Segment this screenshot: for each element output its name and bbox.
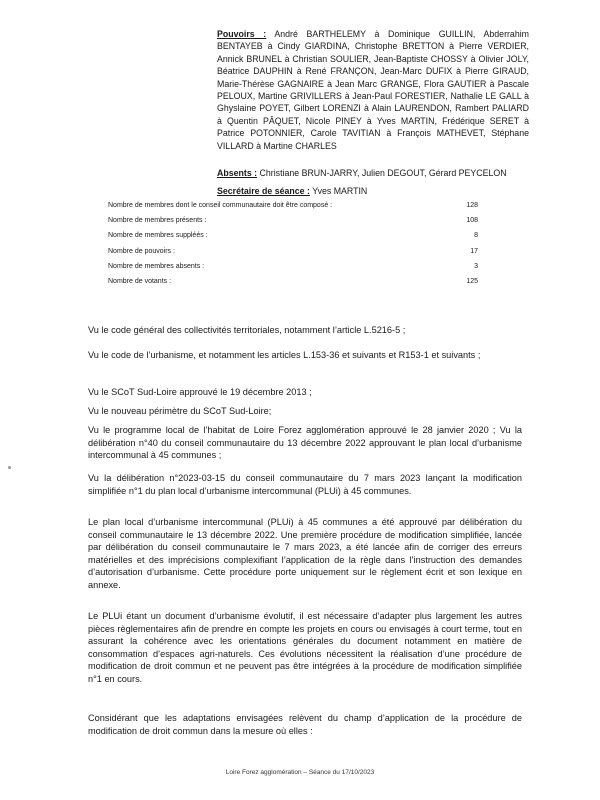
stat-value: 3 — [474, 263, 478, 270]
stat-row-votants — [108, 276, 488, 288]
margin-mark — [8, 466, 11, 469]
absents-label: Absents : — [217, 168, 258, 178]
paragraph-vu-plh: Vu le programme local de l’habitat de Loire Forez agglomération approuvé le 28 janvier 2020 ; Vu la délibération n°40 du conseil communautaire du 13 décembre 2022 approuvant le plan local d’urbanisme intercommunal à 45 communes ; — [88, 425, 522, 461]
paragraph-vu-code-urbanisme: Vu le code de l’urbanisme, et notamment les articles L.153-36 et suivants et R153-1 et suivants ; — [88, 350, 481, 360]
stat-value: 125 — [466, 278, 478, 285]
paragraph-vu-deliberation: Vu la délibération n°2023-03-15 du conseil communautaire du 7 mars 2023 lançant la modification simplifiée n°1 du plan local d’urbanisme intercommunal (PLUi) à 45 communes. — [88, 473, 522, 496]
stat-label: Nombre de pouvoirs : — [108, 248, 175, 255]
paragraph-vu-perimetre-scot: Vu le nouveau périmètre du SCoT Sud-Loire; — [88, 406, 272, 416]
paragraph-considerant: Considérant que les adaptations envisagées relèvent du champ d’application de la procédure de modification de droit commun dans la mesure où elles : — [88, 713, 522, 736]
paragraph-plui-context: Le plan local d’urbanisme intercommunal (PLUi) à 45 communes a été approuvé par délibération du conseil communautaire le 13 décembre 2022. Une première procédure de modification simplifiée, lancée par délibération du conseil communautaire le 7 mars 2023, a été lancée afin de corriger des erreurs matérielles et des imprécisions complexifiant l’application de la règle dans l’instruction des demandes d’autorisation d’urbanisme. Cette procédure porte uniquement sur le règlement écrit et son lexique en annexe. — [88, 517, 522, 590]
stat-row-membres-supplees — [108, 230, 488, 242]
paragraph-vu-scot: Vu le SCoT Sud-Loire approuvé le 19 décembre 2013 ; — [88, 387, 312, 397]
stat-value: 8 — [474, 232, 478, 239]
stat-label: Nombre de membres présents : — [108, 217, 207, 224]
secretaire-section — [217, 185, 547, 197]
pouvoirs-label: Pouvoirs : — [217, 29, 267, 39]
paragraph-plui-evolutif: Le PLUi étant un document d’urbanisme évolutif, il est nécessaire d’adapter plus largement les autres pièces règlementaires afin de prendre en compte les projets en cours ou envisagés à court terme, tout en assurant la cohérence avec les orientations générales du document notamment en matière de consommation d’espaces agri-naturels. Ces évolutions nécessitent la réalisation d’une procédure de modification de droit commun et ne peuvent pas être intégrées à la procédure de modification simplifiée n°1 en cours. — [88, 611, 522, 684]
secretaire-label: Secrétaire de séance : — [217, 186, 310, 196]
stat-value: 108 — [466, 217, 478, 224]
stat-row-membres-absents — [108, 261, 488, 273]
stat-value: 17 — [470, 248, 478, 255]
pouvoirs-text: André BARTHELEMY à Dominique GUILLIN, Abderrahim BENTAYEB à Cindy GIARDINA, Christophe BRETTON à Pierre VERDIER, Annick BRUNEL à Christian SOULIER, Jean-Baptiste CHOSSY à Olivier JOLY, Béatrice DAUPHIN à René FRANÇON, Jean-Marc DUFIX à Pierre GIRAUD, Marie-Thérèse GAGNAIRE à Jean Marc GRANGE, Flora GAUTIER à Pascale PELOUX, Martine GRIVILLERS à Jean-Paul FORESTIER, Nathalie LE GALL à Ghyslaine POYET, Gilbert LORENZI à Alain LAURENDON, Rambert PALIARD à Quentin PÂQUET, Nicole PINEY à Yves MARTIN, Frédérique SERET à Patrice POTONNIER, Carole TAVITIAN à François MATHEVET, Stéphane VILLARD à Martine CHARLES — [217, 29, 529, 151]
stat-label: Nombre de membres absents : — [108, 263, 205, 270]
secretaire-text: Yves MARTIN — [309, 186, 368, 196]
paragraph-vu-cgct: Vu le code général des collectivités territoriales, notamment l’article L.5216-5 ; — [88, 325, 406, 335]
absents-text: Christiane BRUN-JARRY, Julien DEGOUT, Gérard PEYCELON — [257, 168, 507, 178]
absents-section — [217, 167, 547, 179]
stat-row-membres-presents — [108, 215, 488, 227]
page-footer: Loire Forez agglomération – Séance du 17/10/2023 — [225, 769, 375, 776]
stat-row-membres-total — [108, 200, 488, 212]
pouvoirs-section — [217, 28, 529, 152]
stat-label: Nombre de votants : — [108, 278, 172, 285]
stat-value: 128 — [466, 202, 478, 209]
stat-label: Nombre de membres dont le conseil communautaire doit être composé : — [108, 202, 333, 209]
stat-label: Nombre de membres suppléés : — [108, 232, 208, 239]
stat-row-pouvoirs — [108, 246, 488, 258]
